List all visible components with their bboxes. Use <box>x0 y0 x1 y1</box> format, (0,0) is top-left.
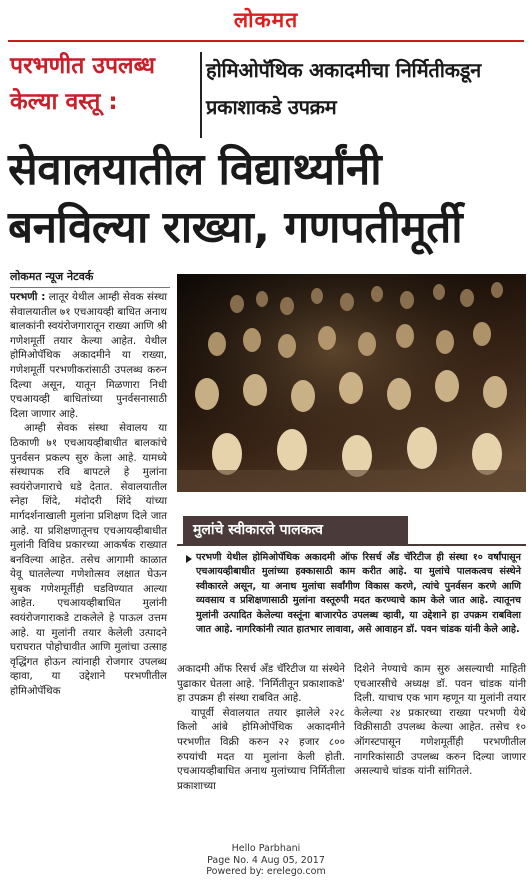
page-footer <box>0 843 532 878</box>
photo-subheading: मुलांचे स्वीकारले पालकत्व <box>183 516 408 545</box>
paragraph-1 <box>10 290 167 421</box>
photo-caption: परभणी येथील होमिओपॅथिक अकादमी ऑफ रिसर्च अँड चॅरिटीज ही संस्था १० वर्षांपासून एचआयव्हीबाधीत मुलांच्या हक्कासाठी काम करीत आहे. या मुलांचे पालकत्वच संस्थेने स्वीकारले असून, या अनाथ मुलांचा सर्वांगीण विकास करणे, त्यांचे पुनर्वसन करणे आणि व्यवसाय व प्रशिक्षणासाठी मुलांना वस्तूरुपी मदत करण्याचे काम केले जात आहे. त्यातूनच मुलांनी उत्पादित केलेल्या वस्तूंना बाजारपेठ उपलब्ध व्हावी, या उद्देशाने हा उपक्रम राबविला जात आहे. नागरिकांनी त्यात हातभार लावावा, असे आवाहन डॉ. पवन चांडक यांनी केले आहे. <box>196 552 521 636</box>
subheading-rule <box>177 544 526 546</box>
kicker-subheading: होमिओपॅथिक अकादमीचा निर्मितीकडून प्रकाशाकडे उपक्रम <box>206 58 481 119</box>
dateline: परभणी : <box>10 291 46 303</box>
paragraph-1-text: लातूर येथील आम्ही सेवक संस्था सेवालयातील ७१ एचआयव्ही बाधित अनाथ बालकांनी स्वयंरोजगारातून राख्या आणि श्री गणेशमूर्ती तयार केल्या आहेत. येथील होमिओपॅथिक अकादमीने या राख्या, गणेशमूर्ती परभणीकरांसाठी उपलब्ध करुन दिल्या असून, यातून मिळणारा निधी एचआयव्ही बाधितांच्या पुनर्वसनासाठी दिला जाणार आहे. <box>10 291 167 420</box>
footer-page-date: Page No. 4 Aug 05, 2017 <box>207 854 325 866</box>
footer-powered-by: Powered by: erelego.com <box>206 866 326 877</box>
newspaper-logo: लोकमत <box>233 8 299 32</box>
kicker-divider <box>200 52 202 138</box>
article-column-1 <box>10 290 167 699</box>
article-column-2 <box>177 662 345 793</box>
footer-publication: Hello Parbhani <box>231 843 301 854</box>
masthead <box>0 6 532 34</box>
headline: सेवालयातील विद्यार्थ्यांनी बनविल्या राख्या, गणपतीमूर्ती <box>8 144 463 253</box>
bullet-icon <box>186 555 192 563</box>
kicker-red: परभणीत उपलब्ध केल्या वस्तू : <box>10 53 155 115</box>
ganesh-idols-photo <box>177 274 526 492</box>
paragraph-2: आम्ही सेवक संस्था सेवालय या ठिकाणी ७१ एचआयव्हीबाधीत बालकांचे पुनर्वसन प्रकल्प सुरु केला आहे. यामध्ये संस्थापक रवि बापटले हे मुलांना स्वयंरोजगाराचे धडे देतात. सेवालयातील स्नेहा शिंदे, मंदोदरी शिंदे यांच्या मार्गदर्शनाखाली मुलांना प्रशिक्षण दिले जात आहे. या प्रशिक्षणातूनच एचआयव्हीबाधीत मुलांनी विविध प्रकारच्या आकर्षक राख्यात बनविल्या आहेत. तसेच आगामी काळात येवू घातलेल्या गणेशोत्सव लक्षात घेऊन सुबक गणेशमूर्तीही घडविण्यात आल्या आहेत. एचआयव्हीबाधित मुलांनी स्वयंरोजगाराकडे टाकलेले हे पाऊल उत्तम आहे. या मुलांनी तयार केलेली उत्पादने घराघरात पोहोचावीत आणि मुलांचा उत्साह वृद्धिंगत होऊन त्यांनाही रोजगार उपलब्ध व्हावा, या उद्देशाने परभणीतील होमिओपॅथिक <box>10 422 167 698</box>
paragraph-4: यापूर्वी सेवालयात तयार झालेले २२८ किलो आंबे होमिओपॅथिक अकादमीने परभणीत विक्री करुन २२ हजार ८०० रुपयांची मदत या मुलांना केली होती. एचआयव्हीबाधित अनाथ मुलांच्याच निर्मितीला प्रकाशाच्या <box>177 706 345 792</box>
photo-illustration <box>177 274 526 492</box>
byline: लोकमत न्यूज नेटवर्क <box>10 269 170 288</box>
article-column-3 <box>354 662 526 779</box>
paragraph-5: दिशेने नेण्याचे काम सुरु असल्याची माहिती एचआरसीचे अध्यक्ष डॉ. पवन चांडक यांनी दिली. याचाच एक भाग म्हणून या मुलांनी तयार केलेल्या २४ प्रकारच्या राख्या परभणी येथे विक्रीसाठी उपलब्ध केल्या आहेत. तसेच १० ऑगस्टपासून गणेशमूर्तीही परभणीतील नागरिकांसाठी उपलब्ध करुन दिल्या जाणार असल्याचे चांडक यांनी सांगितले. <box>354 663 526 778</box>
top-rule <box>8 40 524 42</box>
paragraph-3: अकादमी ऑफ रिसर्च अँड चॅरिटीज या संस्थेने पुढाकार घेतला आहे. 'निर्मितीतून प्रकाशाकडे' हा उपक्रम ही संस्था राबवित आहे. <box>177 663 345 705</box>
